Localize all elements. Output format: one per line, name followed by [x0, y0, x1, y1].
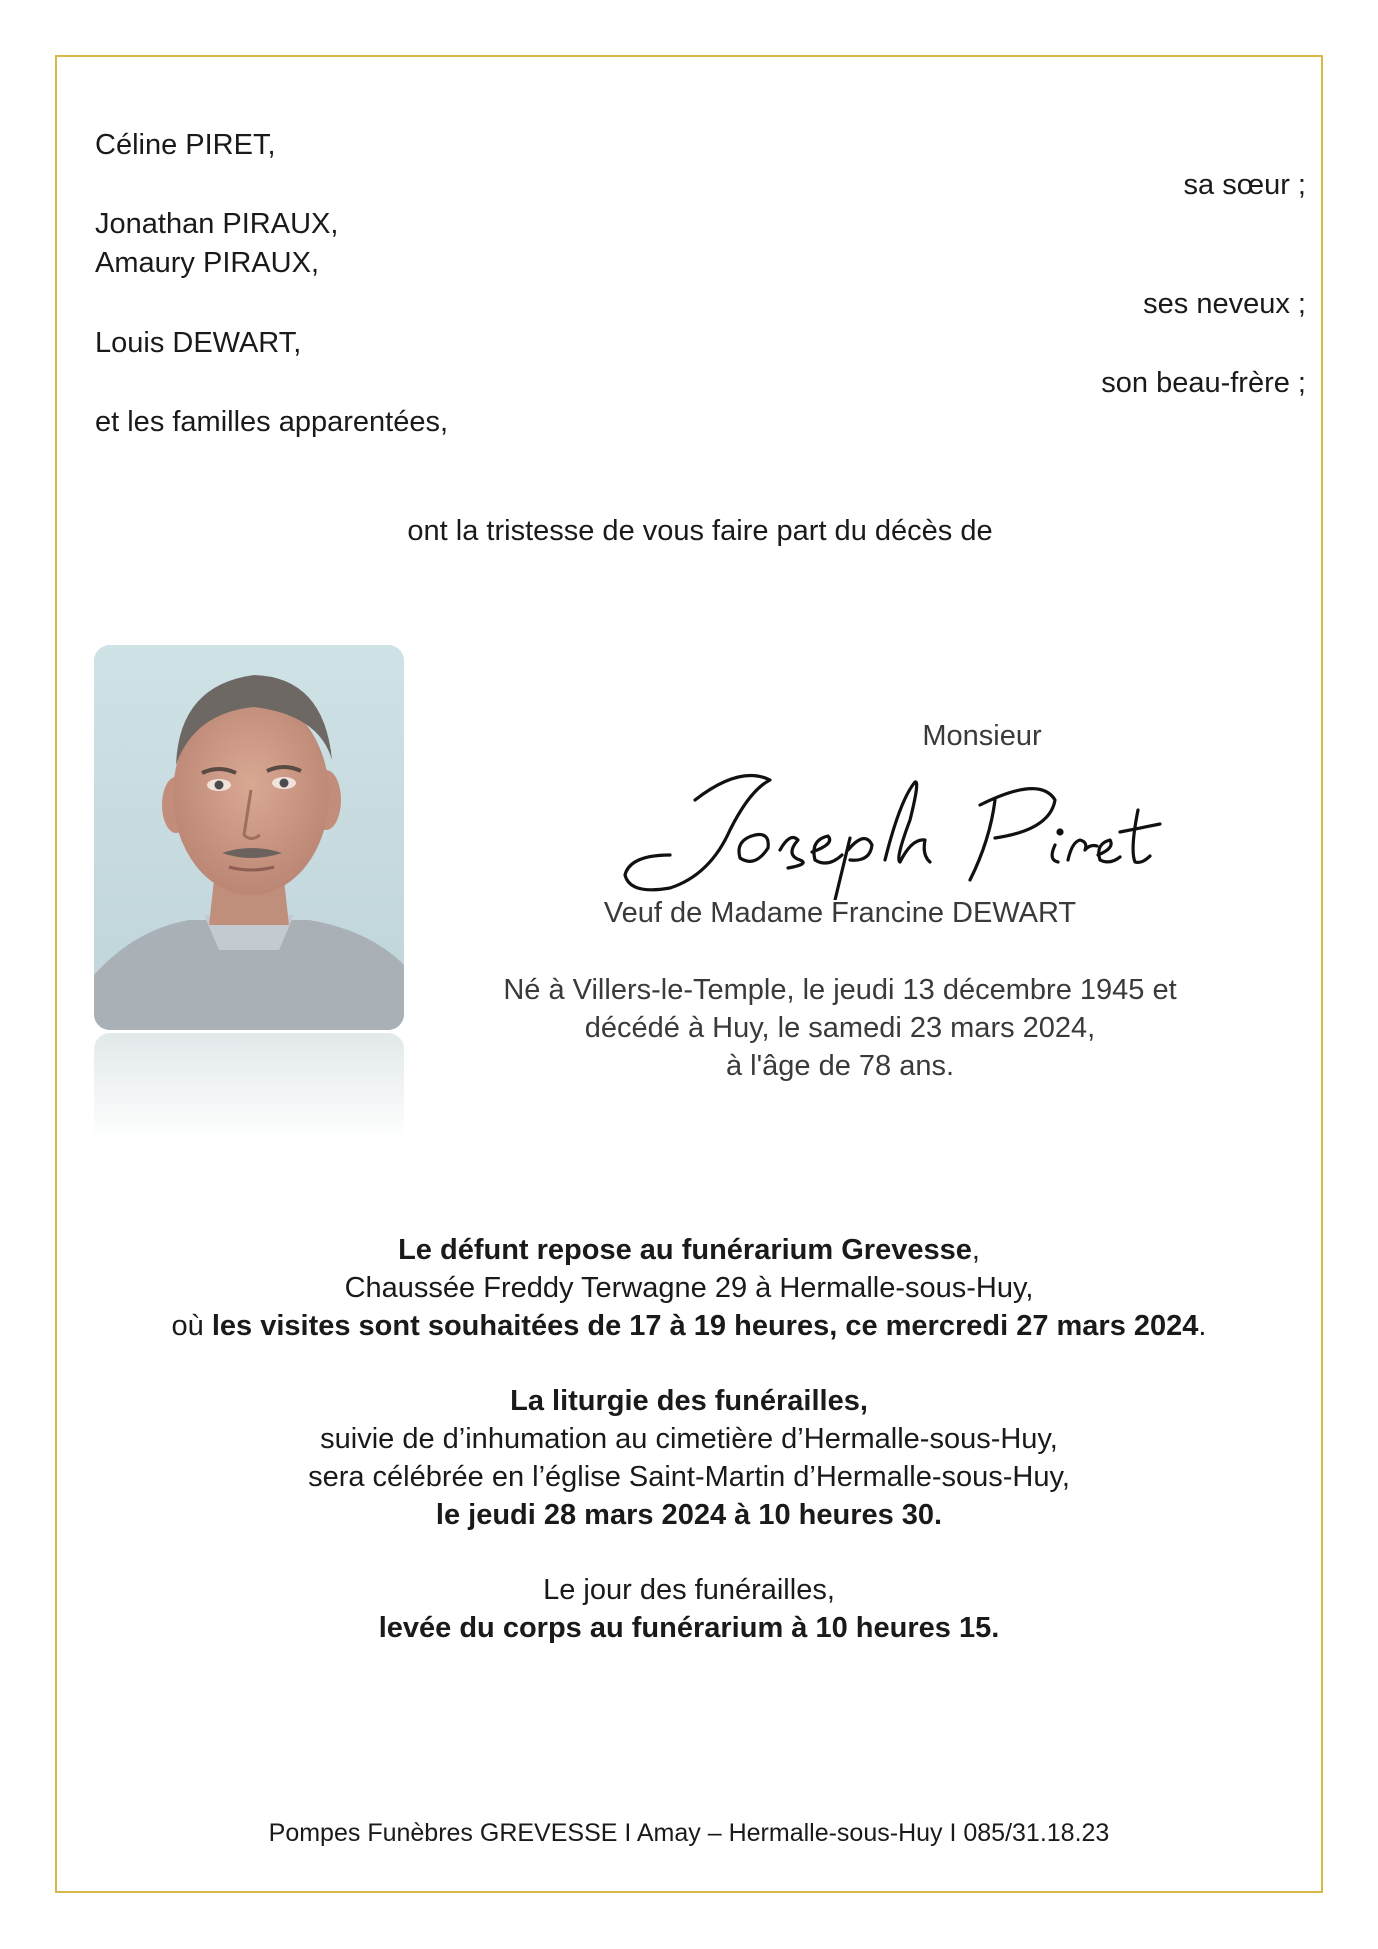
liturgy-church: sera célébrée en l’église Saint-Martin d’Hermalle-sous-Huy, — [308, 1461, 1070, 1493]
visitation-line-3-prefix: où — [171, 1310, 212, 1342]
family-nephews-role: ses neveux ; — [1143, 288, 1306, 320]
visitation-hours: les visites sont souhaitées de 17 à 19 heures, ce mercredi 27 mars 2024 — [211, 1310, 1199, 1342]
deceased-widow-of: Veuf de Madame Francine DEWART — [603, 897, 1077, 929]
family-sister-name: Céline PIRET, — [95, 129, 276, 161]
visitation-line-1-punct: , — [971, 1234, 980, 1266]
deceased-name-signature — [600, 760, 1180, 900]
portrait-reflection — [94, 1033, 404, 1143]
family-sister-role: sa sœur ; — [1183, 169, 1306, 201]
funeral-day-intro: Le jour des funérailles, — [543, 1574, 835, 1606]
deceased-death: décédé à Huy, le samedi 23 mars 2024, — [584, 1012, 1096, 1044]
visitation-location: Le défunt repose au funérarium Grevesse — [398, 1234, 972, 1266]
family-nephew-2: Amaury PIRAUX, — [95, 247, 319, 279]
portrait — [94, 645, 404, 1145]
footer-funeral-home: Pompes Funèbres GREVESSE I Amay – Hermalle-sous-Huy I 085/31.18.23 — [268, 1819, 1110, 1847]
liturgy-heading: La liturgie des funérailles, — [510, 1385, 868, 1417]
portrait-illustration — [94, 645, 404, 1030]
family-relatives: et les familles apparentées, — [95, 406, 449, 438]
portrait-photo — [94, 645, 404, 1030]
visitation-line-3-suffix: . — [1198, 1310, 1207, 1342]
family-brother-in-law-name: Louis DEWART, — [95, 327, 302, 359]
liturgy-burial: suivie de d’inhumation au cimetière d’Hermalle-sous-Huy, — [320, 1423, 1058, 1455]
visitation-line-3 — [0, 1308, 1378, 1344]
family-nephew-1: Jonathan PIRAUX, — [95, 208, 339, 240]
visitation-line-1 — [0, 1232, 1378, 1268]
visitation-address: Chaussée Freddy Terwagne 29 à Hermalle-sous-Huy, — [344, 1272, 1034, 1304]
funeral-day-lifting: levée du corps au funérarium à 10 heures 15. — [378, 1612, 1000, 1644]
family-brother-in-law-role: son beau-frère ; — [1101, 367, 1306, 399]
liturgy-datetime: le jeudi 28 mars 2024 à 10 heures 30. — [435, 1499, 943, 1531]
announcement-text: ont la tristesse de vous faire part du décès de — [407, 515, 993, 547]
deceased-age: à l'âge de 78 ans. — [725, 1050, 955, 1082]
deceased-birth: Né à Villers-le-Temple, le jeudi 13 décembre 1945 et — [503, 974, 1177, 1006]
deceased-title: Monsieur — [922, 720, 1042, 752]
